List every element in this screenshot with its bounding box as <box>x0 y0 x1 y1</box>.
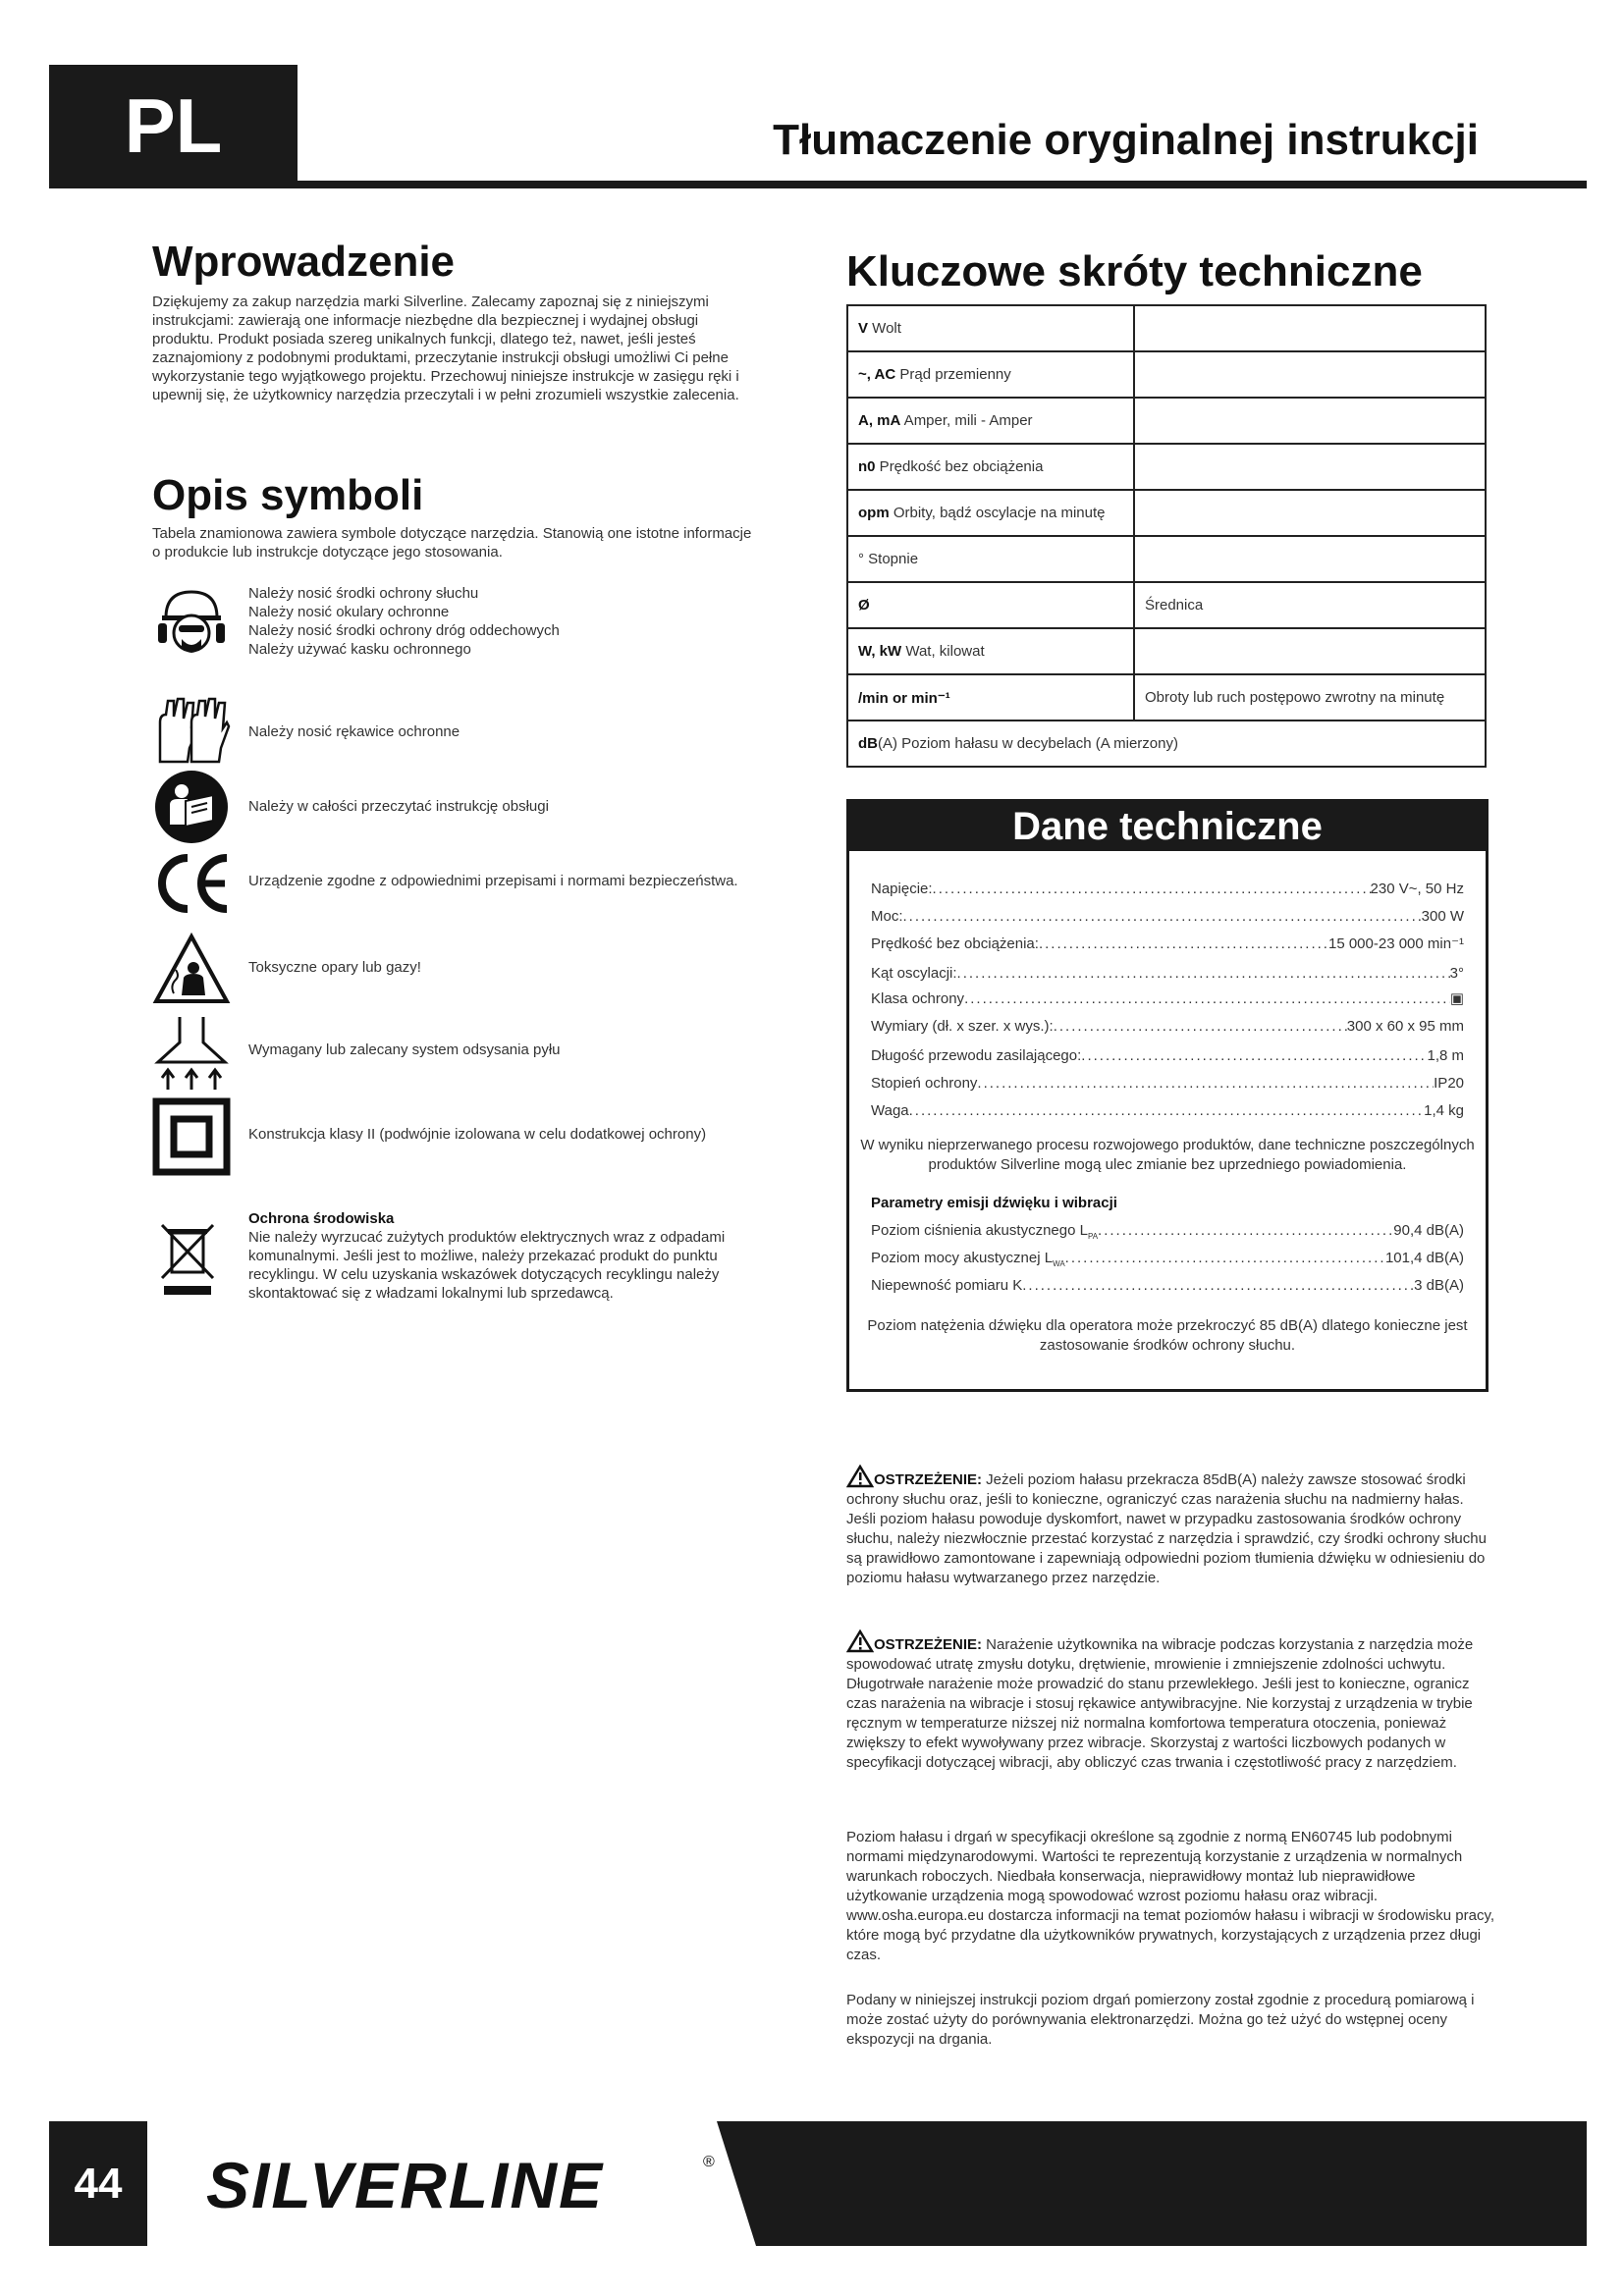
spec-row <box>871 963 1464 985</box>
abbr-cell <box>847 721 1486 767</box>
emission-label-text: Poziom ciśnienia akustycznego L <box>871 1222 1088 1239</box>
abbr-meaning: (A) Poziom hałasu w decybelach (A mierzony) <box>878 735 1178 752</box>
symbol-line: Należy nosić środki ochrony dróg oddechowych <box>248 622 560 639</box>
symbol-row <box>152 844 790 933</box>
warning-triangle-icon <box>846 1465 874 1488</box>
symbols-title: Opis symboli <box>152 471 424 519</box>
abbr-row <box>847 305 1486 351</box>
abbr-cell-2 <box>1134 536 1486 582</box>
read-manual-icon <box>152 768 231 846</box>
spec-row <box>871 1073 1464 1095</box>
abbr-row <box>847 444 1486 490</box>
symbol-line: Należy używać kasku ochronnego <box>248 641 471 658</box>
page-number: 44 <box>74 2160 123 2208</box>
abbr-symbol: V <box>858 320 869 337</box>
emissions-title: Parametry emisji dźwięku i wibracji <box>871 1195 1117 1211</box>
emission-label <box>871 1220 1098 1248</box>
abbr-symbol: opm <box>858 505 890 521</box>
silverline-logo <box>147 2121 776 2246</box>
abbr-row <box>847 721 1486 767</box>
abbr-row <box>847 490 1486 536</box>
abbr-symbol: ~, AC <box>858 366 896 383</box>
abbr-meaning: Wolt <box>868 320 901 337</box>
warning-noise <box>846 1465 1494 1588</box>
emission-value: 101,4 dB(A) <box>1384 1250 1464 1266</box>
symbol-row <box>152 768 790 856</box>
spec-value: 3° <box>1449 965 1464 982</box>
spec-leader <box>1054 1016 1347 1038</box>
abbr-meaning: Orbity, bądź oscylacje na minutę <box>889 505 1106 521</box>
abbr-cell-2: Obroty lub ruch postępowo zwrotny na minutę <box>1134 674 1486 721</box>
spec-value: 300 x 60 x 95 mm <box>1346 1018 1464 1035</box>
abbr-row <box>847 674 1486 721</box>
symbol-row <box>152 1097 790 1186</box>
abbr-cell-2 <box>1134 444 1486 490</box>
abbr-cell <box>847 398 1134 444</box>
symbol-line: Należy nosić środki ochrony słuchu <box>248 585 479 602</box>
weee-bin-icon <box>158 1223 217 1298</box>
spec-leader <box>903 906 1422 928</box>
symbol-text: Toksyczne opary lub gazy! <box>248 959 421 976</box>
warning-vibration <box>846 1629 1494 1773</box>
spec-value: 300 W <box>1421 908 1464 925</box>
spec-label: Waga <box>871 1102 909 1119</box>
abbr-cell <box>847 490 1134 536</box>
spec-label: Moc: <box>871 908 903 925</box>
emission-leader <box>1065 1248 1385 1275</box>
ce-mark-icon <box>152 844 231 923</box>
language-code: PL <box>124 82 223 169</box>
spec-label: Wymiary (dł. x szer. x wys.): <box>871 1018 1054 1035</box>
abbr-cell-2 <box>1134 628 1486 674</box>
spec-label: Stopień ochrony <box>871 1075 978 1092</box>
intro-text: Dziękujemy za zakup narzędzia marki Silverline. Zalecamy zapoznaj się z niniejszymi instrukcjami: zawierają one informacje niezbędne dla bezpiecznej i wydajnej obsługi produktu. Produkt posiada szereg unikalnych funkcji, dlatego też, nawet, jeśli jesteś zaznajomiony z podobnymi produktami, przeczytanie instrukcji obsługi umożliwi Ci pełne wykorzystanie tego wyjątkowego projektu. Przechowuj niniejsze instrukcje w zasięgu ręki i upewnij się, że użytkownicy narzędzia przeczytali i w pełni zrozumieli wszystkie zalecenia. <box>152 294 739 403</box>
warning-text: Narażenie użytkownika na wibracje podczas korzystania z narzędzia może spowodować utratę zmysłu dotyku, drętwienie, mrowienie i zmniejszenie zdolności uchwytu. Długotrwałe narażenie może prowadzić do stanu przewlekłego. Jeśli jest to konieczne, ogranicz czas narażenia na wibracje i stosuj rękawice antywibracyjne. Nie korzystaj z urządzenia w trybie ręcznym w temperaturze niższej niż normalna komfortowa temperatura otoczenia, ponieważ zwiększy to efekt wywoływany przez wibracje. Skorzystaj z wartości liczbowych podanych w specyfikacji dotyczącej wibracji, aby obliczyć czas trwania i częstotliwość pracy z narzędziem. <box>846 1636 1474 1771</box>
spec-row <box>871 879 1464 900</box>
spec-label: Kąt oscylacji: <box>871 965 957 982</box>
abbr-cell-2 <box>1134 351 1486 398</box>
abbr-symbol: A, mA <box>858 412 901 429</box>
warning-label: OSTRZEŻENIE: <box>874 1471 983 1488</box>
abbr-row <box>847 536 1486 582</box>
abbr-symbol: Ø <box>858 597 870 614</box>
abbr-symbol: n0 <box>858 458 876 475</box>
emission-value: 3 dB(A) <box>1414 1277 1464 1294</box>
symbol-text: Należy nosić rękawice ochronne <box>248 723 460 740</box>
spec-row <box>871 934 1464 955</box>
abbr-cell <box>847 582 1134 628</box>
spec-change-note: W wyniku nieprzerwanego procesu rozwojowego produktów, dane techniczne poszczególnych produktów Silverline mogą ulec zmianie bez uprzedniego powiadomienia. <box>860 1137 1475 1173</box>
intro-title: Wprowadzenie <box>152 238 456 286</box>
page-title: Tłumaczenie oryginalnej instrukcji <box>773 116 1479 164</box>
symbol-text <box>248 584 560 659</box>
abbr-cell <box>847 628 1134 674</box>
abbr-cell-2 <box>1134 490 1486 536</box>
symbol-text: Urządzenie zgodne z odpowiednimi przepisami i normami bezpieczeństwa. <box>248 873 738 889</box>
spec-label: Prędkość bez obciążenia: <box>871 935 1039 952</box>
spec-label: Klasa ochrony <box>871 990 965 1007</box>
spec-value: IP20 <box>1434 1075 1464 1092</box>
emission-row <box>871 1248 1464 1275</box>
spec-row <box>871 906 1464 928</box>
symbol-row <box>152 931 790 1019</box>
toxic-fumes-icon <box>152 931 231 1009</box>
environment-text: Nie należy wyrzucać zużytych produktów elektrycznych wraz z odpadami komunalnymi. Jeśli jest to możliwe, należy przekazać produkt do punktu recyklingu. W celu uzyskania wskazówek dotyczących recyklingu należy skontaktować się z władzami lokalnymi lub sprzedawcą. <box>248 1229 726 1302</box>
emission-label <box>871 1275 1022 1303</box>
spec-row <box>871 1016 1464 1038</box>
warning-triangle-icon <box>846 1629 874 1653</box>
emission-leader <box>1098 1220 1393 1248</box>
dust-extraction-icon <box>152 1013 231 1092</box>
vibration-measure-paragraph: Podany w niniejszej instrukcji poziom drgań pomierzony został zgodnie z procedurą pomiarową i może zostać użyty do porównywania elektronarzędzi. Można go też użyć do wstępnej oceny ekspozycji na drgania. <box>846 1992 1475 2048</box>
abbr-cell <box>847 444 1134 490</box>
emission-value: 90,4 dB(A) <box>1393 1222 1464 1239</box>
symbol-text: Wymagany lub zalecany system odsysania pyłu <box>248 1041 561 1058</box>
emission-row <box>871 1220 1464 1248</box>
abbr-cell-2 <box>1134 398 1486 444</box>
symbol-text: Należy w całości przeczytać instrukcję obsługi <box>248 798 549 815</box>
abbr-cell <box>847 536 1134 582</box>
abbr-row <box>847 398 1486 444</box>
environment-text-block <box>248 1209 769 1303</box>
abbr-row <box>847 582 1486 628</box>
spec-leader <box>909 1100 1424 1122</box>
symbol-text: Konstrukcja klasy II (podwójnie izolowana w celu dodatkowej ochrony) <box>248 1126 707 1143</box>
abbr-meaning: ° Stopnie <box>858 551 919 567</box>
spec-leader <box>977 1073 1434 1095</box>
symbols-intro: Tabela znamionowa zawiera symbole dotyczące narzędzia. Stanowią one istotne informacje o produkcie lub instrukcje dotyczące jego stosowania. <box>152 525 752 561</box>
emission-subscript: PA <box>1087 1232 1099 1241</box>
abbr-symbol: dB <box>858 735 878 752</box>
emission-label-text: Poziom mocy akustycznej L <box>871 1250 1054 1266</box>
abbr-symbol: W, kW <box>858 643 902 660</box>
technical-data-title: Dane techniczne <box>849 802 1486 851</box>
environment-title: Ochrona środowiska <box>248 1210 395 1227</box>
abbr-cell <box>847 674 1134 721</box>
spec-value: 1,4 kg <box>1424 1102 1464 1119</box>
spec-leader <box>964 988 1450 1010</box>
warning-label: OSTRZEŻENIE: <box>874 1636 983 1653</box>
abbr-row <box>847 351 1486 398</box>
spec-row <box>871 988 1464 1010</box>
abbr-row <box>847 628 1486 674</box>
spec-row <box>871 1100 1464 1122</box>
abbr-meaning: Amper, mili - Amper <box>900 412 1033 429</box>
abbr-meaning: Prąd przemienny <box>895 366 1011 383</box>
spec-leader <box>957 963 1450 985</box>
emission-subscript: WA <box>1053 1259 1065 1268</box>
gloves-icon <box>152 693 231 772</box>
abbr-cell <box>847 305 1134 351</box>
symbol-line: Należy nosić okulary ochronne <box>248 604 450 620</box>
abbr-cell <box>847 351 1134 398</box>
emission-label-text: Niepewność pomiaru K <box>871 1277 1023 1294</box>
language-code-box <box>49 65 298 187</box>
registered-mark: ® <box>703 2154 715 2170</box>
abbreviations-table <box>846 304 1487 768</box>
spec-value: 15 000-23 000 min⁻¹ <box>1327 935 1464 952</box>
emission-leader <box>1022 1275 1414 1303</box>
spec-value: 1,8 m <box>1427 1047 1464 1064</box>
ppe-head-icon <box>152 584 231 663</box>
spec-leader <box>1081 1045 1427 1067</box>
emission-label <box>871 1248 1065 1275</box>
header-rule <box>49 181 1587 188</box>
noise-note: Poziom natężenia dźwięku dla operatora może przekroczyć 85 dB(A) dlatego konieczne jest zastosowanie środków ochrony słuchu. <box>867 1317 1468 1354</box>
spec-value: ▣ <box>1449 990 1464 1007</box>
class-ii-icon <box>152 1097 231 1176</box>
spec-label: Długość przewodu zasilającego: <box>871 1047 1082 1064</box>
abbr-cell-2: Średnica <box>1134 582 1486 628</box>
technical-data-box <box>846 799 1489 1392</box>
abbr-meaning: Wat, kilowat <box>901 643 985 660</box>
spec-leader <box>933 879 1371 900</box>
standards-paragraph: Poziom hałasu i drgań w specyfikacji określone są zgodnie z normą EN60745 lub podobnymi normami międzynarodowymi. Wartości te reprezentują korzystanie z urządzenia w normalnych warunkach roboczych. Niedbała konserwacja, nieprawidłowy montaż lub nieprawidłowe użytkowanie urządzenia mogą spowodować wzrost poziomu hałasu oraz wibracji. www.osha.europa.eu dostarcza informacji na temat poziomów hałasu i wibracji w środowisku pracy, które mogą być przydatne dla użytkowników prywatnych, korzystających z urządzenia przez długi czas. <box>846 1829 1495 1963</box>
symbol-row <box>152 584 790 672</box>
spec-label: Napięcie: <box>871 881 933 897</box>
emission-row <box>871 1275 1464 1303</box>
abbr-title: Kluczowe skróty techniczne <box>846 247 1423 295</box>
abbr-symbol: /min or min⁻¹ <box>858 689 950 707</box>
brand-name: SILVERLINE <box>206 2149 605 2221</box>
warning-text: Jeżeli poziom hałasu przekracza 85dB(A) należy zawsze stosować środki ochrony słuchu oraz, jeśli to konieczne, ograniczyć czas narażenia słuchu na nadmierny hałas. Jeśli poziom hałasu powoduje dyskomfort, nawet w przypadku zastosowania środków ochrony słuchu, należy niezwłocznie przestać korzystać z narzędzia i sprawdzić, czy środki ochrony słuchu są prawidłowo zamontowane i zapewniają odpowiedni poziom tłumienia dźwięku w odniesieniu do poziomu hałasu wytwarzanego przez narzędzie. <box>846 1471 1487 1586</box>
spec-leader <box>1039 934 1328 955</box>
abbr-meaning: Prędkość bez obciążenia <box>875 458 1044 475</box>
spec-value: 230 V~, 50 Hz <box>1370 881 1464 897</box>
symbol-row <box>152 1013 790 1101</box>
spec-row <box>871 1045 1464 1067</box>
environment-section <box>152 1209 790 1327</box>
abbr-cell-2 <box>1134 305 1486 351</box>
